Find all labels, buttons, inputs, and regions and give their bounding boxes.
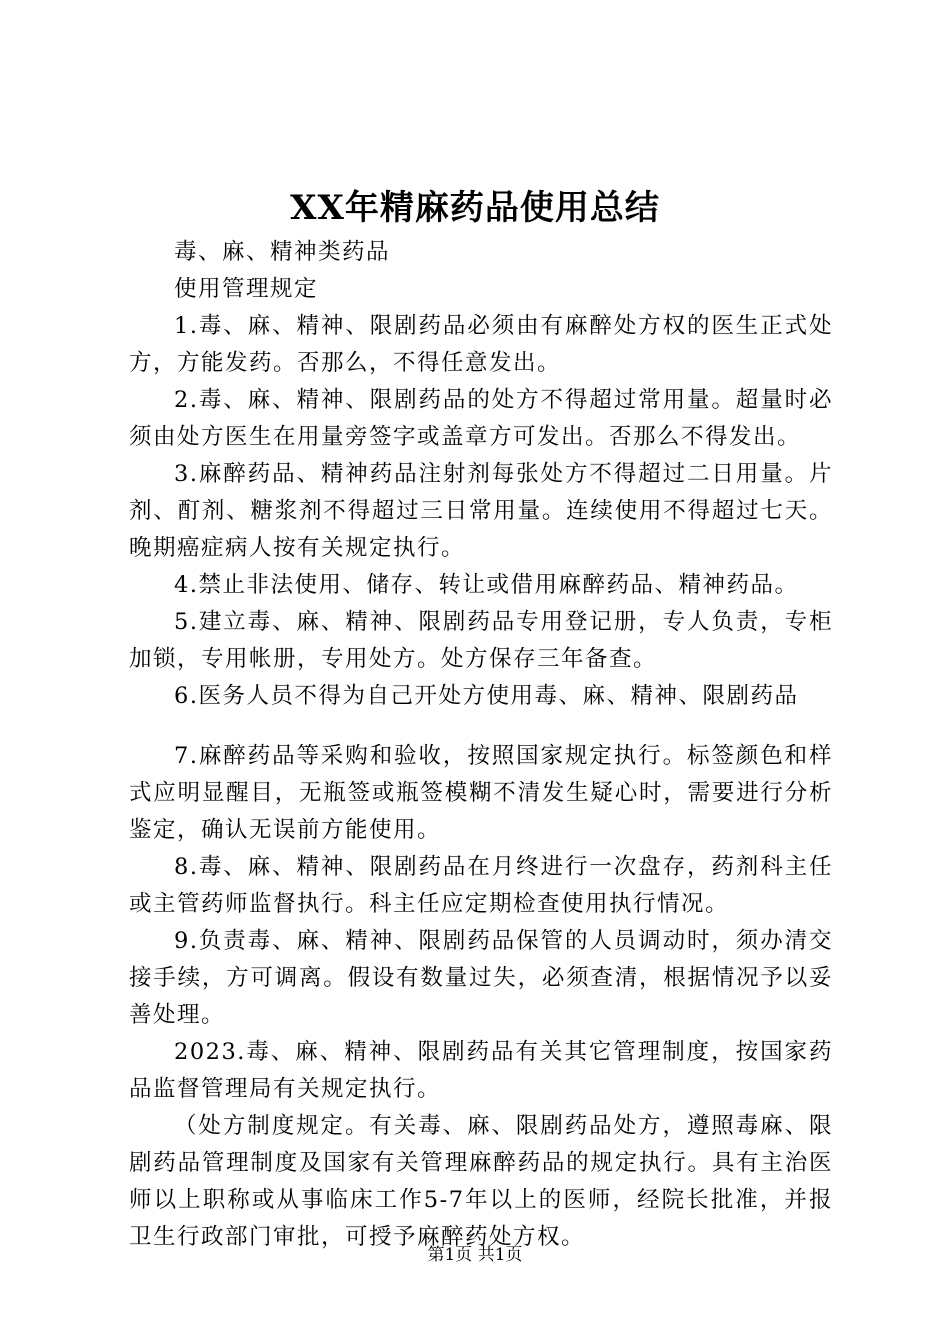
paragraph-rule-1: 1.毒、麻、精神、限剧药品必须由有麻醉处方权的医生正式处方，方能发药。否那么，不得任意发出。 <box>129 313 833 376</box>
paragraph-rule-2023: 2023.毒、麻、精神、限剧药品有关其它管理制度，按国家药品监督管理局有关规定执行。 <box>129 1039 833 1102</box>
paragraph-heading-category: 毒、麻、精神类药品 <box>174 239 391 265</box>
paragraph-heading-rules: 使用管理规定 <box>174 276 319 302</box>
paragraph-rule-4: 4.禁止非法使用、储存、转让或借用麻醉药品、精神药品。 <box>174 572 799 598</box>
paragraph-prescription-rules: （处方制度规定。有关毒、麻、限剧药品处方，遵照毒麻、限剧药品管理制度及国家有关管理麻醉药品的规定执行。具有主治医师以上职称或从事临床工作5-7年以上的医师，经院长批准，并报卫生行政部门审批，可授予麻醉药处方权。 <box>129 1113 833 1250</box>
paragraph-rule-7: 7.麻醉药品等采购和验收，按照国家规定执行。标签颜色和样式应明显醒目，无瓶签或瓶签模糊不清发生疑心时，需要进行分析鉴定，确认无误前方能使用。 <box>129 743 833 843</box>
document-body <box>129 234 833 1256</box>
paragraph-rule-2: 2.毒、麻、精神、限剧药品的处方不得超过常用量。超量时必须由处方医生在用量旁签字或盖章方可发出。否那么不得发出。 <box>129 387 833 450</box>
document-title: XX年精麻药品使用总结 <box>290 188 660 228</box>
paragraph-rule-9: 9.负责毒、麻、精神、限剧药品保管的人员调动时，须办清交接手续，方可调离。假设有数量过失，必须查清，根据情况予以妥善处理。 <box>129 928 833 1028</box>
paragraph-rule-6: 6.医务人员不得为自己开处方使用毒、麻、精神、限剧药品 <box>174 683 799 709</box>
paragraph-rule-8: 8.毒、麻、精神、限剧药品在月终进行一次盘存，药剂科主任或主管药师监督执行。科主任应定期检查使用执行情况。 <box>129 854 833 917</box>
paragraph-rule-3: 3.麻醉药品、精神药品注射剂每张处方不得超过二日用量。片剂、酊剂、糖浆剂不得超过三日常用量。连续使用不得超过七天。晚期癌症病人按有关规定执行。 <box>129 461 833 561</box>
paragraph-rule-5: 5.建立毒、麻、精神、限剧药品专用登记册，专人负责，专柜加锁，专用帐册，专用处方。处方保存三年备查。 <box>129 609 833 672</box>
page-number-footer: 第1页 共1页 <box>427 1245 523 1265</box>
